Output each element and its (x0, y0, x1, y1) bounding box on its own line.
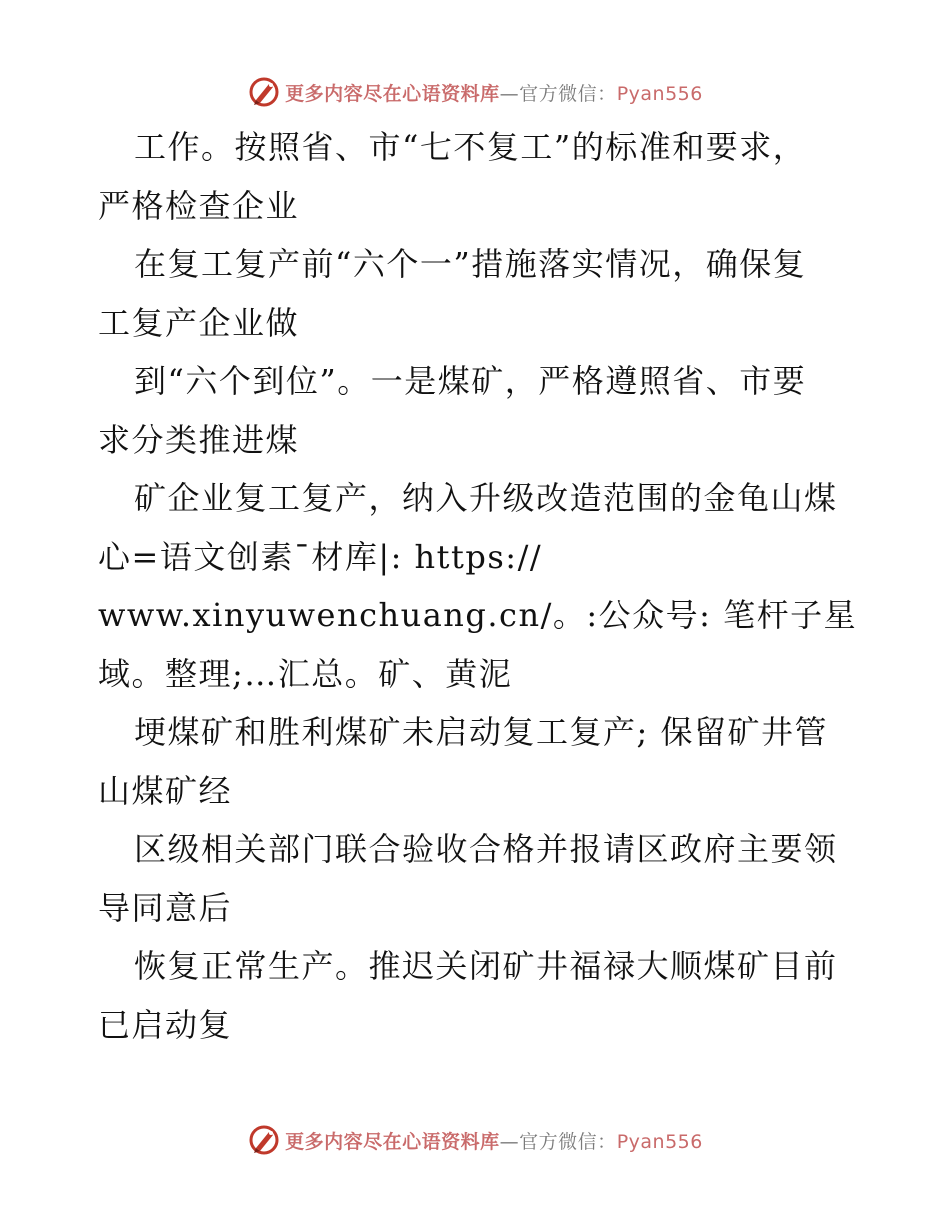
banner-main-text: 更多内容尽在心语资料库 (285, 82, 500, 105)
text-line: 工复产企业做 (98, 303, 300, 342)
banner-wechat-label: 官方微信： (519, 82, 617, 105)
text-line: 心=语文创素¯材库|: https:// (98, 537, 543, 576)
banner-main-text: 更多内容尽在心语资料库 (285, 1130, 500, 1153)
banner-wechat-label: 官方微信： (519, 1130, 617, 1153)
text-line: 在复工复产前“六个一”措施落实情况，确保复 (134, 245, 807, 283)
text-line: 域。整理;…汇总。矿、黄泥 (98, 654, 513, 693)
text-line: www.xinyuwenchuang.cn/。:公众号: 笔杆子星 (98, 596, 858, 634)
text-line: 到“六个到位”。一是煤矿，严格遵照省、市要 (134, 362, 807, 400)
pen-logo-icon (247, 75, 281, 109)
footer-banner (0, 1120, 950, 1160)
text-line: 工作。按照省、市“七不复工”的标准和要求， (134, 128, 807, 166)
banner-separator: — (499, 1130, 520, 1153)
text-line: 严格检查企业 (98, 186, 300, 225)
banner-wechat-id: Pyan556 (616, 82, 703, 105)
text-line: 已启动复 (98, 1005, 233, 1044)
banner-wechat-id: Pyan556 (616, 1130, 703, 1153)
text-line: 矿企业复工复产，纳入升级改造范围的金龟山煤 (134, 479, 838, 517)
document-body (98, 118, 858, 1054)
pen-logo-icon (247, 1123, 281, 1157)
text-line: 山煤矿经 (98, 771, 233, 810)
text-line: 恢复正常生产。推迟关闭矿井福禄大顺煤矿目前 (134, 947, 838, 985)
text-line: 埂煤矿和胜利煤矿未启动复工复产; 保留矿井管 (134, 713, 828, 751)
banner-separator: — (499, 82, 520, 105)
text-line: 求分类推进煤 (98, 420, 300, 459)
text-line: 导同意后 (98, 888, 233, 927)
text-line: 区级相关部门联合验收合格并报请区政府主要领 (134, 830, 838, 868)
header-banner (0, 72, 950, 112)
